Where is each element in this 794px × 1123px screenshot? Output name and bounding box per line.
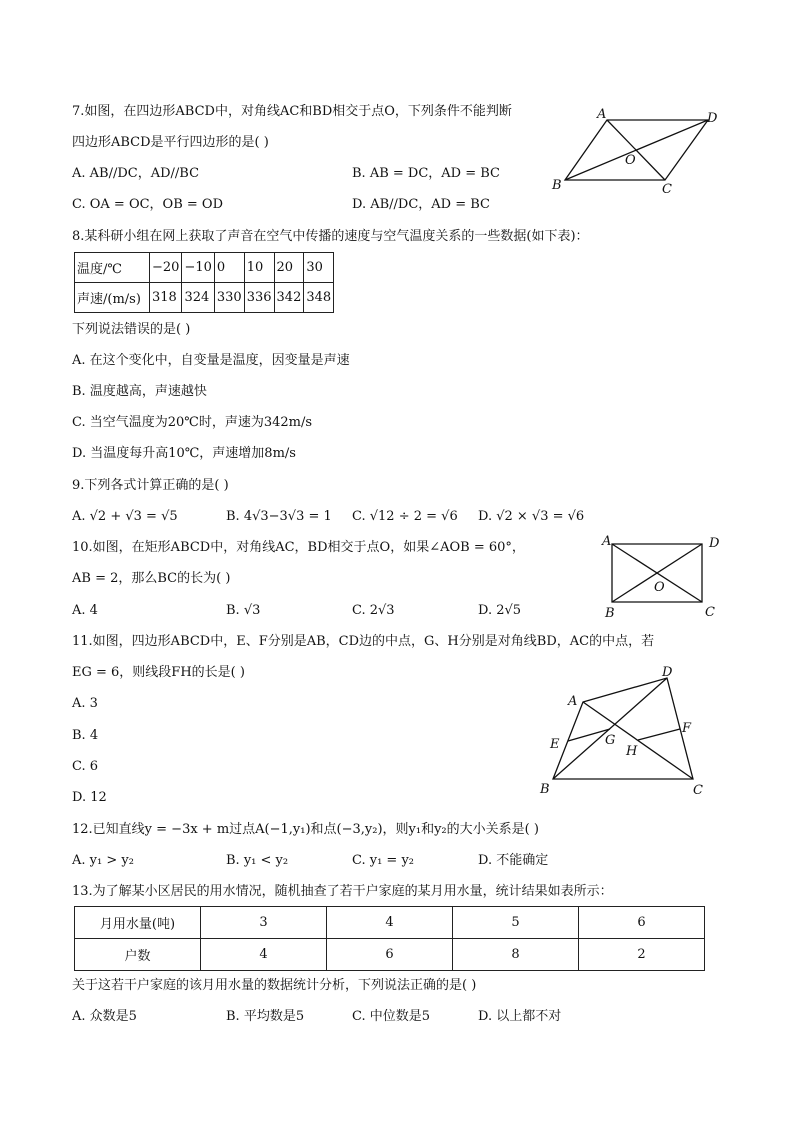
q13-stem-line1: 13.为了解某小区居民的用水情况，随机抽查了若干户家庭的某月用水量，统计结果如表所示： <box>72 884 613 899</box>
q12-option-a[interactable]: A. y₁ > y₂ <box>72 853 134 868</box>
q8-cell: −20 <box>150 253 182 283</box>
q10-option-a[interactable]: A. 4 <box>72 603 98 618</box>
q7-stem-line1: 7.如图，在四边形ABCD中，对角线AC和BD相交于点O，下列条件不能判断 <box>72 104 512 119</box>
q9-option-c[interactable]: C. √12 ÷ 2 = √6 <box>352 509 458 524</box>
q12-stem-line1: 12.已知直线y = −3x + m过点A(−1,y₁)和点(−3,y₂)，则y₁和y₂的大小关系是( ) <box>72 822 539 837</box>
q8-option-c[interactable]: C. 当空气温度为20℃时，声速为342m/s <box>72 415 313 430</box>
q7-parallelogram-figure <box>545 100 725 200</box>
q10-option-d[interactable]: D. 2√5 <box>478 603 522 618</box>
table-row <box>75 907 705 939</box>
q13-cell: 3 <box>201 907 327 939</box>
q11-label-a: A <box>568 694 578 709</box>
q7-label-a: A <box>597 107 607 122</box>
q13-cell: 6 <box>327 939 453 971</box>
q11-option-d[interactable]: D. 12 <box>72 790 107 805</box>
q8-cell: 30 <box>304 253 334 283</box>
q8-data-table <box>74 252 334 313</box>
q7-stem-line2: 四边形ABCD是平行四边形的是( ) <box>72 135 269 150</box>
q8-question: 下列说法错误的是( ) <box>72 322 191 337</box>
q13-header-water-usage: 月用水量(吨) <box>75 907 201 939</box>
q7-label-d: D <box>707 111 718 126</box>
q13-option-b[interactable]: B. 平均数是5 <box>226 1009 305 1024</box>
q11-label-f: F <box>682 721 692 736</box>
q8-option-a[interactable]: A. 在这个变化中，自变量是温度，因变量是声速 <box>72 353 350 368</box>
q7-option-b[interactable]: B. AB = DC，AD = BC <box>352 166 500 181</box>
table-row <box>75 283 334 313</box>
q11-segment-eg <box>568 729 610 741</box>
q7-option-d[interactable]: D. AB//DC，AD = BC <box>352 197 491 212</box>
q7-option-c[interactable]: C. OA = OC，OB = OD <box>72 197 224 212</box>
q10-label-b: B <box>605 606 615 621</box>
q8-cell: 0 <box>214 253 244 283</box>
q7-label-b: B <box>552 178 562 193</box>
q7-option-a[interactable]: A. AB//DC，AD//BC <box>72 166 200 181</box>
q10-option-b[interactable]: B. √3 <box>226 603 261 618</box>
q8-option-d[interactable]: D. 当温度每升高10℃，声速增加8m/s <box>72 446 296 461</box>
q10-stem-line1: 10.如图，在矩形ABCD中，对角线AC，BD相交于点O，如果∠AOB = 60°， <box>72 540 525 555</box>
table-row <box>75 939 705 971</box>
q8-option-b[interactable]: B. 温度越高，声速越快 <box>72 384 207 399</box>
q11-stem-line2: EG = 6，则线段FH的长是( ) <box>72 665 245 680</box>
q11-label-d: D <box>662 665 673 680</box>
q8-header-speed: 声速/(m/s) <box>75 283 150 313</box>
q10-label-a: A <box>602 534 612 549</box>
q8-cell: 20 <box>274 253 304 283</box>
q9-stem-line1: 9.下列各式计算正确的是( ) <box>72 478 229 493</box>
q13-cell: 2 <box>579 939 705 971</box>
q12-option-b[interactable]: B. y₁ < y₂ <box>226 853 289 868</box>
q11-label-b: B <box>540 782 550 797</box>
q8-cell: −10 <box>182 253 214 283</box>
q10-rectangle-figure <box>598 532 728 622</box>
q8-stem-line1: 8.某科研小组在网上获取了声音在空气中传播的速度与空气温度关系的一些数据(如下表)： <box>72 229 589 244</box>
q12-option-d[interactable]: D. 不能确定 <box>478 853 549 868</box>
q11-option-c[interactable]: C. 6 <box>72 759 99 774</box>
q12-option-c[interactable]: C. y₁ = y₂ <box>352 853 415 868</box>
q11-label-h: H <box>626 744 638 759</box>
q7-label-c: C <box>662 182 672 197</box>
q13-cell: 8 <box>453 939 579 971</box>
q7-label-o: O <box>625 153 636 168</box>
q8-cell: 10 <box>244 253 274 283</box>
q11-stem-line1: 11.如图，四边形ABCD中，E、F分别是AB，CD边的中点，G、H分别是对角线BD，AC的中点，若 <box>72 634 655 649</box>
q13-data-table <box>74 906 705 971</box>
q10-label-d: D <box>709 536 720 551</box>
q9-option-a[interactable]: A. √2 + √3 = √5 <box>72 509 178 524</box>
q8-cell: 330 <box>214 283 244 313</box>
q13-option-a[interactable]: A. 众数是5 <box>72 1009 137 1024</box>
q10-label-c: C <box>705 605 715 620</box>
q8-cell: 318 <box>150 283 182 313</box>
q13-question: 关于这若干户家庭的该月用水量的数据统计分析，下列说法正确的是( ) <box>72 978 477 993</box>
q11-label-e: E <box>550 737 560 752</box>
q10-label-o: O <box>654 580 665 595</box>
q8-cell: 348 <box>304 283 334 313</box>
q13-cell: 5 <box>453 907 579 939</box>
q13-header-households: 户数 <box>75 939 201 971</box>
q10-option-c[interactable]: C. 2√3 <box>352 603 395 618</box>
q9-option-d[interactable]: D. √2 × √3 = √6 <box>478 509 585 524</box>
q13-cell: 4 <box>327 907 453 939</box>
q11-label-g: G <box>605 733 616 748</box>
q13-cell: 6 <box>579 907 705 939</box>
q13-option-c[interactable]: C. 中位数是5 <box>352 1009 431 1024</box>
q11-option-b[interactable]: B. 4 <box>72 728 99 743</box>
q8-cell: 324 <box>182 283 214 313</box>
q11-label-c: C <box>693 783 703 798</box>
table-row <box>75 253 334 283</box>
q13-option-d[interactable]: D. 以上都不对 <box>478 1009 562 1024</box>
q10-stem-line2: AB = 2，那么BC的长为( ) <box>72 571 231 586</box>
q8-cell: 342 <box>274 283 304 313</box>
q13-cell: 4 <box>201 939 327 971</box>
q9-option-b[interactable]: B. 4√3−3√3 = 1 <box>226 509 332 524</box>
q8-cell: 336 <box>244 283 274 313</box>
q11-segment-fh <box>638 729 680 740</box>
q11-quadrilateral-figure <box>530 660 720 805</box>
q8-header-temperature: 温度/℃ <box>75 253 150 283</box>
q11-option-a[interactable]: A. 3 <box>72 696 98 711</box>
